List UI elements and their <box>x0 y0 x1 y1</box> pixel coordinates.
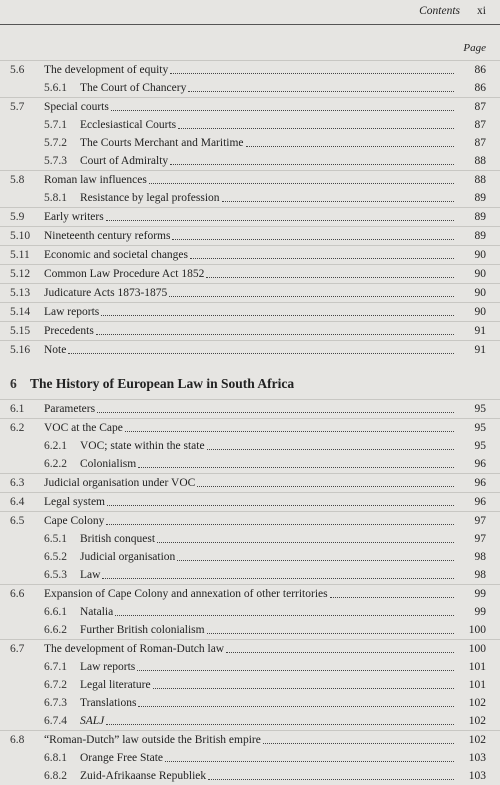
dot-leader <box>190 246 454 259</box>
dot-leader <box>165 749 454 762</box>
entry-title: Translations <box>80 697 137 709</box>
entry-title: Court of Admiralty <box>80 155 169 167</box>
entry-page-number: 95 <box>474 403 486 415</box>
entry-page-number: 89 <box>474 211 486 223</box>
entry-page-number: 100 <box>468 643 486 655</box>
entry-number: 6.5.2 <box>44 551 67 563</box>
entry-title: Judicature Acts 1873-1875 <box>44 287 168 299</box>
dot-leader <box>101 303 454 316</box>
dot-leader <box>207 437 454 450</box>
entry-title: The History of European Law in South Africa <box>30 376 295 391</box>
entry-page-number: 96 <box>474 477 486 489</box>
dot-leader <box>137 658 454 671</box>
entry-title: SALJ <box>80 715 105 727</box>
entry-number: 5.7.2 <box>44 137 67 149</box>
dot-leader <box>115 603 454 616</box>
entry-page-number: 87 <box>474 137 486 149</box>
dot-leader <box>138 455 454 468</box>
toc-entry <box>0 399 500 418</box>
dot-leader <box>169 284 454 297</box>
entry-page-number: 103 <box>468 770 486 782</box>
dot-leader <box>107 493 454 506</box>
entry-number: 6.2.2 <box>44 458 67 470</box>
entry-page-number: 89 <box>474 230 486 242</box>
toc-subentry <box>0 152 500 170</box>
entry-page-number: 98 <box>474 569 486 581</box>
entry-number: 5.6 <box>10 64 25 76</box>
entry-number: 5.12 <box>10 268 31 280</box>
entry-number: 6.6.2 <box>44 624 67 636</box>
entry-title: Law reports <box>44 306 100 318</box>
entry-page-number: 90 <box>474 268 486 280</box>
entry-title: VOC at the Cape <box>44 422 123 434</box>
toc-entry <box>0 170 500 189</box>
entry-page-number: 90 <box>474 287 486 299</box>
toc-subentry <box>0 548 500 566</box>
entry-title: Colonialism <box>80 458 137 470</box>
toc-entry <box>0 340 500 359</box>
entry-page-number: 90 <box>474 249 486 261</box>
dot-leader <box>96 322 454 335</box>
toc-subentry <box>0 566 500 584</box>
entry-page-number: 86 <box>474 82 486 94</box>
toc-entry <box>0 283 500 302</box>
dot-leader <box>197 474 454 487</box>
entry-number: 5.10 <box>10 230 31 242</box>
entry-title: Zuid-Afrikaanse Republiek <box>80 770 207 782</box>
dot-leader <box>188 79 454 92</box>
entry-number: 6.6 <box>10 588 25 600</box>
dot-leader <box>153 676 454 689</box>
entry-number: 6.5 <box>10 515 25 527</box>
dot-leader <box>97 400 454 413</box>
entry-number: 6.8 <box>10 734 25 746</box>
dot-leader <box>208 767 454 780</box>
entry-number: 5.6.1 <box>44 82 67 94</box>
entry-title: Resistance by legal profession <box>80 192 220 204</box>
entry-title: Early writers <box>44 211 104 223</box>
entry-number: 6.5.3 <box>44 569 67 581</box>
entry-number: 5.9 <box>10 211 25 223</box>
entry-page-number: 102 <box>468 697 486 709</box>
toc-entry <box>0 492 500 511</box>
entry-number: 6.7 <box>10 643 25 655</box>
entry-page-number: 101 <box>468 661 486 673</box>
dot-leader <box>222 189 454 202</box>
entry-number: 6.2 <box>10 422 25 434</box>
entry-title: Roman law influences <box>44 174 147 186</box>
entry-page-number: 95 <box>474 422 486 434</box>
entry-title: Natalia <box>80 606 114 618</box>
entry-title: Further British colonialism <box>80 624 205 636</box>
entry-page-number: 102 <box>468 715 486 727</box>
toc-subentry <box>0 189 500 207</box>
entry-title: The Court of Chancery <box>80 82 187 94</box>
entry-page-number: 86 <box>474 64 486 76</box>
entry-number: 6.8.1 <box>44 752 67 764</box>
toc-entry <box>0 60 500 79</box>
entry-title: Expansion of Cape Colony and annexation of other territories <box>44 588 328 600</box>
entry-number: 6.7.3 <box>44 697 67 709</box>
dot-leader <box>177 548 454 561</box>
entry-title: Special courts <box>44 101 109 113</box>
entry-page-number: 95 <box>474 440 486 452</box>
entry-number: 5.11 <box>10 249 30 261</box>
toc-entry <box>0 207 500 226</box>
entry-number: 5.7.1 <box>44 119 67 131</box>
entry-page-number: 101 <box>468 679 486 691</box>
entry-number: 5.13 <box>10 287 31 299</box>
dot-leader <box>178 116 454 129</box>
dot-leader <box>207 621 454 634</box>
entry-page-number: 96 <box>474 458 486 470</box>
toc-subentry <box>0 658 500 676</box>
entry-number: 6.7.1 <box>44 661 67 673</box>
page-number: xi <box>477 5 486 17</box>
entry-page-number: 99 <box>474 606 486 618</box>
entry-title: Cape Colony <box>44 515 105 527</box>
toc-subentry <box>0 712 500 730</box>
entry-number: 5.7 <box>10 101 25 113</box>
toc-subentry <box>0 116 500 134</box>
dot-leader <box>226 640 454 653</box>
entry-title: Note <box>44 344 67 356</box>
entry-page-number: 102 <box>468 734 486 746</box>
entry-title: Nineteenth century reforms <box>44 230 171 242</box>
toc-subentry <box>0 694 500 712</box>
entry-title: Legal literature <box>80 679 151 691</box>
dot-leader <box>330 585 454 598</box>
entry-title: Precedents <box>44 325 94 337</box>
dot-leader <box>263 731 454 744</box>
toc-entry <box>0 418 500 437</box>
dot-leader <box>138 694 454 707</box>
toc-entry <box>0 584 500 603</box>
toc-entry <box>0 97 500 116</box>
dot-leader <box>125 419 454 432</box>
toc-subentry <box>0 134 500 152</box>
entry-number: 6.6.1 <box>44 606 67 618</box>
entry-number: 6.5.1 <box>44 533 67 545</box>
entry-page-number: 91 <box>474 344 486 356</box>
entry-page-number: 91 <box>474 325 486 337</box>
entry-page-number: 98 <box>474 551 486 563</box>
entry-title: Judicial organisation <box>80 551 176 563</box>
toc-entry <box>0 639 500 658</box>
toc-subentry <box>0 79 500 97</box>
entry-page-number: 87 <box>474 119 486 131</box>
entry-title: Law <box>80 569 101 581</box>
entry-title: Law reports <box>80 661 136 673</box>
toc-subentry <box>0 621 500 639</box>
entry-number: 5.7.3 <box>44 155 67 167</box>
toc-entry <box>0 245 500 264</box>
entry-page-number: 97 <box>474 533 486 545</box>
toc-subentry <box>0 749 500 767</box>
toc-subentry <box>0 767 500 785</box>
entry-number: 5.8.1 <box>44 192 67 204</box>
entry-page-number: 88 <box>474 174 486 186</box>
toc-entry <box>0 264 500 283</box>
toc-entry <box>0 302 500 321</box>
entry-title: The Courts Merchant and Maritime <box>80 137 244 149</box>
entry-number: 6 <box>10 376 17 391</box>
entry-number: 6.7.4 <box>44 715 67 727</box>
toc-entry <box>0 321 500 340</box>
dot-leader <box>206 265 454 278</box>
running-header <box>0 0 500 25</box>
toc-subentry <box>0 455 500 473</box>
entry-page-number: 100 <box>468 624 486 636</box>
entry-number: 6.2.1 <box>44 440 67 452</box>
entry-title: The development of Roman-Dutch law <box>44 643 225 655</box>
entry-number: 5.15 <box>10 325 31 337</box>
entry-number: 5.8 <box>10 174 25 186</box>
toc-subentry <box>0 603 500 621</box>
entry-title: VOC; state within the state <box>80 440 205 452</box>
entry-number: 6.7.2 <box>44 679 67 691</box>
entry-title: British conquest <box>80 533 156 545</box>
entry-number: 5.14 <box>10 306 31 318</box>
entry-title: Common Law Procedure Act 1852 <box>44 268 205 280</box>
entry-number: 6.1 <box>10 403 25 415</box>
dot-leader <box>106 512 454 525</box>
entry-number: 6.3 <box>10 477 25 489</box>
running-title: Contents <box>419 5 460 17</box>
entry-page-number: 96 <box>474 496 486 508</box>
chapter-heading <box>0 369 500 399</box>
dot-leader <box>172 227 454 240</box>
dot-leader <box>111 98 454 111</box>
toc-entry <box>0 473 500 492</box>
entry-number: 6.8.2 <box>44 770 67 782</box>
entry-page-number: 99 <box>474 588 486 600</box>
entry-title: “Roman-Dutch” law outside the British empire <box>44 734 261 746</box>
dot-leader <box>157 530 454 543</box>
dot-leader <box>149 171 454 184</box>
table-of-contents <box>0 60 500 785</box>
entry-page-number: 90 <box>474 306 486 318</box>
entry-page-number: 97 <box>474 515 486 527</box>
entry-page-number: 89 <box>474 192 486 204</box>
entry-number: 5.16 <box>10 344 31 356</box>
page-column-label: Page <box>463 42 486 54</box>
toc-entry <box>0 730 500 749</box>
entry-title: Economic and societal changes <box>44 249 189 261</box>
dot-leader <box>170 61 454 74</box>
toc-subentry <box>0 676 500 694</box>
entry-number: 6.4 <box>10 496 25 508</box>
entry-title: Parameters <box>44 403 96 415</box>
entry-title: Legal system <box>44 496 105 508</box>
dot-leader <box>246 134 454 147</box>
entry-title: Judicial organisation under VOC <box>44 477 196 489</box>
entry-title: The development of equity <box>44 64 169 76</box>
entry-page-number: 88 <box>474 155 486 167</box>
dot-leader <box>102 566 454 579</box>
dot-leader <box>68 341 454 354</box>
dot-leader <box>106 208 454 221</box>
entry-title: Ecclesiastical Courts <box>80 119 177 131</box>
entry-page-number: 103 <box>468 752 486 764</box>
toc-entry <box>0 511 500 530</box>
toc-entry <box>0 226 500 245</box>
entry-title: Orange Free State <box>80 752 164 764</box>
toc-subentry <box>0 437 500 455</box>
dot-leader <box>106 712 454 725</box>
dot-leader <box>170 152 454 165</box>
toc-subentry <box>0 530 500 548</box>
entry-page-number: 87 <box>474 101 486 113</box>
